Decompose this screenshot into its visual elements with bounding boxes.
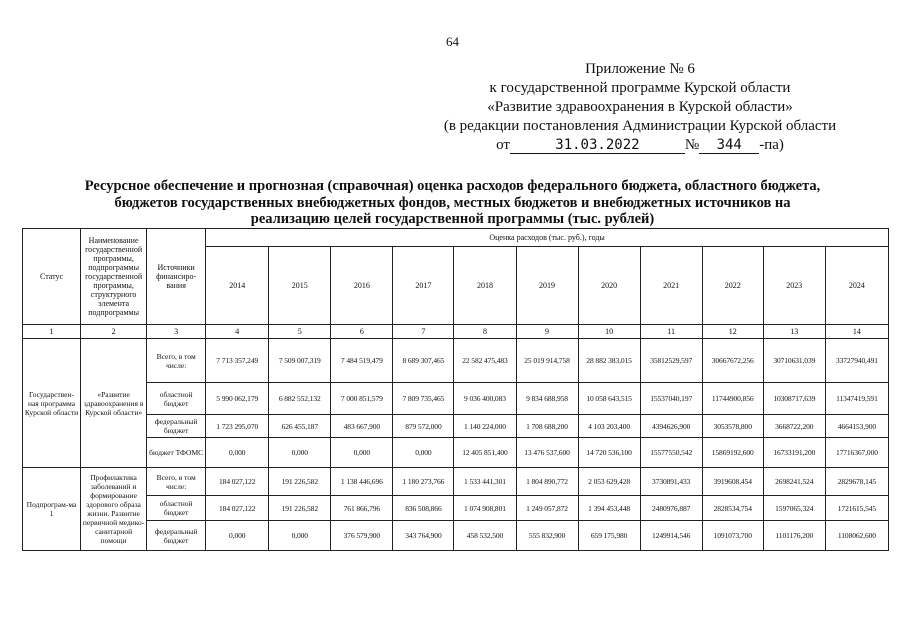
- appendix-header: [420, 60, 860, 155]
- value-cell: 15869192,600: [702, 438, 763, 468]
- header-year: 2014: [206, 247, 269, 325]
- value-cell: 761 866,796: [331, 496, 393, 521]
- source-cell: федеральный бюджет: [147, 415, 206, 438]
- value-cell: 191 226,582: [269, 496, 331, 521]
- value-cell: 30667672,256: [702, 339, 763, 383]
- value-cell: 30710631,039: [763, 339, 825, 383]
- value-cell: 1 249 057,872: [516, 496, 578, 521]
- value-cell: 3919608,454: [702, 468, 763, 496]
- value-cell: 35812529,597: [640, 339, 702, 383]
- header-name: Наименование государственной программы, подпрограммы государственной программы, структурного элемента подпрограммы: [81, 229, 147, 325]
- table-row: [23, 383, 889, 415]
- column-number: 2: [81, 325, 147, 339]
- header-year: 2021: [640, 247, 702, 325]
- header-year: 2022: [702, 247, 763, 325]
- source-cell: федеральный бюджет: [147, 521, 206, 551]
- value-cell: 17716367,000: [825, 438, 888, 468]
- value-cell: 1 533 441,301: [454, 468, 516, 496]
- header-source: Источники финансиро-вания: [147, 229, 206, 325]
- value-cell: 1 723 295,070: [206, 415, 269, 438]
- value-cell: 659 175,980: [578, 521, 640, 551]
- number-prefix: №: [684, 137, 700, 153]
- header-year: 2018: [454, 247, 516, 325]
- value-cell: 184 027,122: [206, 468, 269, 496]
- header-year: 2020: [578, 247, 640, 325]
- column-number: 10: [578, 325, 640, 339]
- column-number: 14: [825, 325, 888, 339]
- document-title: [40, 178, 865, 228]
- page-number: 64: [446, 34, 459, 49]
- value-cell: 7 809 735,465: [393, 383, 454, 415]
- value-cell: 0,000: [206, 438, 269, 468]
- value-cell: 3730891,433: [640, 468, 702, 496]
- value-cell: 879 572,000: [393, 415, 454, 438]
- title-line-2: бюджетов государственных внебюджетных фондов, местных бюджетов и внебюджетных источников на: [114, 194, 791, 211]
- value-cell: 458 532,500: [454, 521, 516, 551]
- value-cell: 376 579,900: [331, 521, 393, 551]
- value-cell: 1721615,545: [825, 496, 888, 521]
- table-row: [23, 415, 889, 438]
- table-row: [23, 496, 889, 521]
- table-row: [23, 521, 889, 551]
- value-cell: 343 764,900: [393, 521, 454, 551]
- value-cell: 33727940,491: [825, 339, 888, 383]
- number-value: 344: [699, 137, 759, 154]
- value-cell: 1597065,324: [763, 496, 825, 521]
- column-number: 13: [763, 325, 825, 339]
- value-cell: 10 058 643,515: [578, 383, 640, 415]
- value-cell: 1 140 224,000: [454, 415, 516, 438]
- value-cell: 7 484 519,479: [331, 339, 393, 383]
- value-cell: 1 804 890,772: [516, 468, 578, 496]
- table-row: [23, 468, 889, 496]
- appendix-date-row: [420, 136, 860, 155]
- column-number: 12: [702, 325, 763, 339]
- value-cell: 0,000: [331, 438, 393, 468]
- value-cell: 191 226,582: [269, 468, 331, 496]
- value-cell: 1108062,600: [825, 521, 888, 551]
- value-cell: 7 713 357,249: [206, 339, 269, 383]
- header-estimate: Оценка расходов (тыс. руб.), годы: [206, 229, 889, 247]
- value-cell: 15577550,542: [640, 438, 702, 468]
- program-name-cell: «Развитие здравоохранения в Курской области»: [81, 339, 147, 468]
- value-cell: 11744900,856: [702, 383, 763, 415]
- value-cell: 0,000: [206, 521, 269, 551]
- value-cell: 2829678,145: [825, 468, 888, 496]
- status-cell: Подпрограм-ма 1: [23, 468, 81, 551]
- value-cell: 2698241,524: [763, 468, 825, 496]
- value-cell: 6 882 552,132: [269, 383, 331, 415]
- value-cell: 3668722,200: [763, 415, 825, 438]
- value-cell: 10308717,639: [763, 383, 825, 415]
- value-cell: 9 036 400,083: [454, 383, 516, 415]
- value-cell: 483 667,900: [331, 415, 393, 438]
- source-cell: Всего, в том числе:: [147, 468, 206, 496]
- value-cell: 555 832,900: [516, 521, 578, 551]
- value-cell: 11347419,591: [825, 383, 888, 415]
- value-cell: 8 689 307,465: [393, 339, 454, 383]
- value-cell: 0,000: [393, 438, 454, 468]
- column-number: 1: [23, 325, 81, 339]
- source-cell: областной бюджет: [147, 496, 206, 521]
- header-status: Статус: [23, 229, 81, 325]
- number-suffix: -па): [759, 137, 784, 153]
- header-year: 2023: [763, 247, 825, 325]
- value-cell: 25 019 914,758: [516, 339, 578, 383]
- column-number: 9: [516, 325, 578, 339]
- value-cell: 28 882 383,015: [578, 339, 640, 383]
- value-cell: 15537040,197: [640, 383, 702, 415]
- value-cell: 2828534,754: [702, 496, 763, 521]
- value-cell: 12 405 851,400: [454, 438, 516, 468]
- appendix-title: Приложение № 6: [585, 61, 695, 77]
- value-cell: 9 834 688,958: [516, 383, 578, 415]
- header-year: 2015: [269, 247, 331, 325]
- value-cell: 16733191,200: [763, 438, 825, 468]
- value-cell: 2480976,887: [640, 496, 702, 521]
- value-cell: 5 990 062,179: [206, 383, 269, 415]
- appendix-program-ref: к государственной программе Курской области: [489, 80, 791, 96]
- header-year: 2019: [516, 247, 578, 325]
- value-cell: 14 720 536,100: [578, 438, 640, 468]
- status-cell: Государствен-ная программа Курской области: [23, 339, 81, 468]
- value-cell: 1 074 908,801: [454, 496, 516, 521]
- value-cell: 0,000: [269, 521, 331, 551]
- program-name-cell: Профилактика заболеваний и формирование здорового образа жизни. Развитие первичной медико-санитарной помощи: [81, 468, 147, 551]
- column-number: 4: [206, 325, 269, 339]
- column-number: 11: [640, 325, 702, 339]
- table-row: [23, 339, 889, 383]
- value-cell: 1 394 453,448: [578, 496, 640, 521]
- value-cell: 1091073,700: [702, 521, 763, 551]
- value-cell: 836 508,866: [393, 496, 454, 521]
- appendix-program-name: «Развитие здравоохранения в Курской области»: [487, 99, 793, 115]
- value-cell: 4394626,900: [640, 415, 702, 438]
- title-line-3: реализацию целей государственной программы (тыс. рублей): [250, 211, 655, 227]
- column-number: 7: [393, 325, 454, 339]
- value-cell: 7 000 851,579: [331, 383, 393, 415]
- value-cell: 184 027,122: [206, 496, 269, 521]
- value-cell: 13 476 537,600: [516, 438, 578, 468]
- value-cell: 22 582 475,483: [454, 339, 516, 383]
- value-cell: 626 455,187: [269, 415, 331, 438]
- budget-table: [22, 228, 889, 551]
- value-cell: 7 509 007,319: [269, 339, 331, 383]
- table-row: [23, 438, 889, 468]
- value-cell: 1249914,546: [640, 521, 702, 551]
- value-cell: 0,000: [269, 438, 331, 468]
- value-cell: 1101176,200: [763, 521, 825, 551]
- column-number: 3: [147, 325, 206, 339]
- source-cell: бюджет ТФОМС: [147, 438, 206, 468]
- value-cell: 1 180 273,766: [393, 468, 454, 496]
- column-number: 6: [331, 325, 393, 339]
- source-cell: Всего, в том числе:: [147, 339, 206, 383]
- date-value: 31.03.2022: [510, 137, 685, 154]
- column-number: 8: [454, 325, 516, 339]
- value-cell: 3053578,800: [702, 415, 763, 438]
- column-number: 5: [269, 325, 331, 339]
- header-year: 2017: [393, 247, 454, 325]
- title-line-1: Ресурсное обеспечение и прогнозная (справочная) оценка расходов федерального бюджета, областного бюджета,: [84, 178, 821, 194]
- source-cell: областной бюджет: [147, 383, 206, 415]
- value-cell: 4 103 203,400: [578, 415, 640, 438]
- appendix-edition-note: (в редакции постановления Администрации Курской области: [443, 118, 837, 134]
- value-cell: 1 708 688,200: [516, 415, 578, 438]
- value-cell: 2 053 629,428: [578, 468, 640, 496]
- header-year: 2016: [331, 247, 393, 325]
- header-year: 2024: [825, 247, 888, 325]
- value-cell: 1 138 446,696: [331, 468, 393, 496]
- date-prefix: от: [496, 137, 510, 153]
- value-cell: 4664153,900: [825, 415, 888, 438]
